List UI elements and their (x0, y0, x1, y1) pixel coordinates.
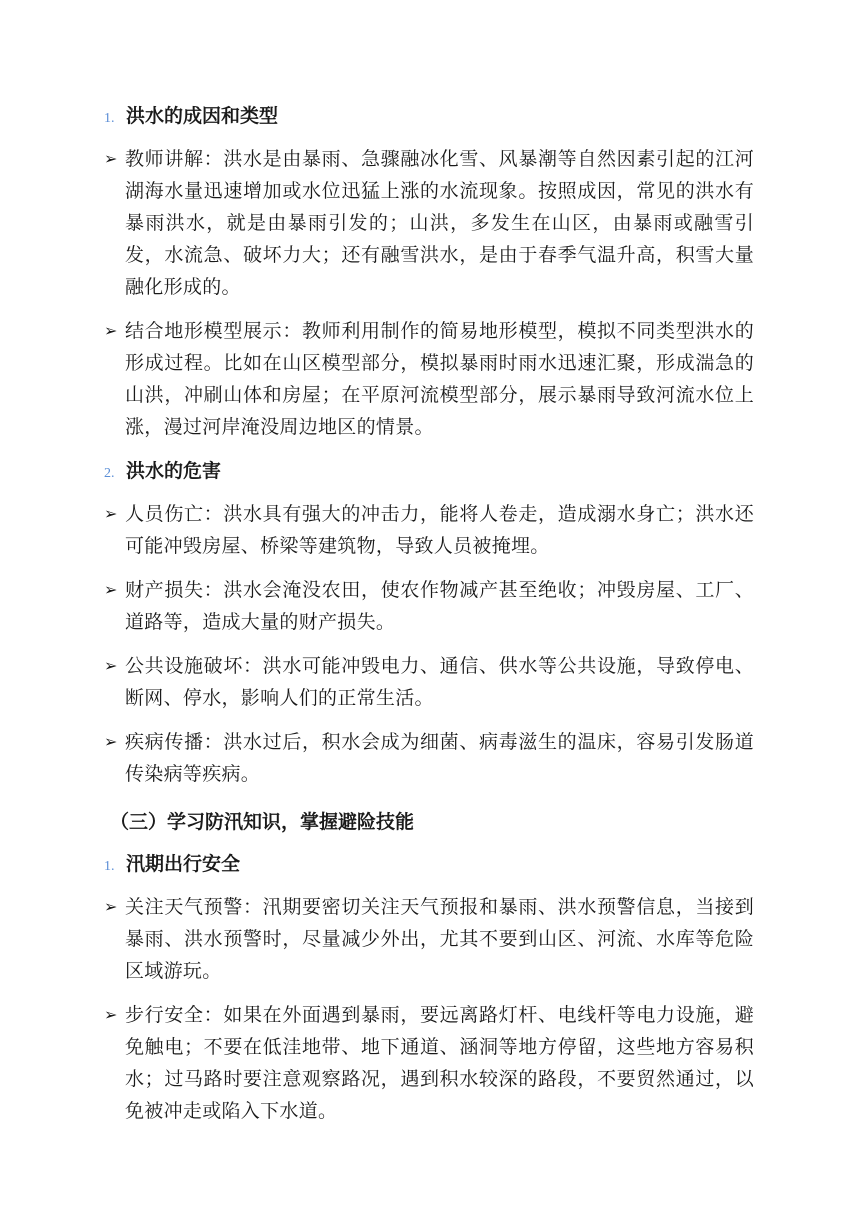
section-number: 1. (104, 859, 115, 874)
list-item-text: 疾病传播：洪水过后，积水会成为细菌、病毒滋生的温床，容易引发肠道传染病等疾病。 (125, 731, 754, 785)
section-number: 1. (104, 111, 115, 126)
arrow-bullet-icon: ➢ (104, 149, 118, 168)
chapter-heading: （三）学习防汛知识，掌握避险技能 (110, 811, 415, 833)
section-title: 洪水的危害 (126, 460, 222, 482)
arrow-bullet-icon: ➢ (104, 321, 118, 340)
list-item-text: 公共设施破坏：洪水可能冲毁电力、通信、供水等公共设施，导致停电、断网、停水，影响人们的正常生活。 (125, 655, 754, 709)
section-number: 2. (104, 466, 115, 481)
list-item-text: 结合地形模型展示：教师利用制作的简易地形模型，模拟不同类型洪水的形成过程。比如在山区模型部分，模拟暴雨时雨水迅速汇聚，形成湍急的山洪，冲刷山体和房屋；在平原河流模型部分，展示暴雨导致河流水位上涨，漫过河岸淹没周边地区的情景。 (125, 320, 754, 438)
list-item (104, 726, 754, 790)
list-item (104, 574, 754, 638)
document-content (104, 100, 754, 1139)
list-item (104, 143, 754, 303)
list-item-text: 步行安全：如果在外面遇到暴雨，要远离路灯杆、电线杆等电力设施，避免触电；不要在低洼地带、地下通道、涵洞等地方停留，这些地方容易积水；过马路时要注意观察路况，遇到积水较深的路段，不要贸然通过，以免被冲走或陷入下水道。 (125, 1004, 754, 1122)
section-title: 洪水的成因和类型 (126, 105, 279, 127)
arrow-bullet-icon: ➢ (104, 580, 118, 599)
list-item-text: 财产损失：洪水会淹没农田，使农作物减产甚至绝收；冲毁房屋、工厂、道路等，造成大量的财产损失。 (125, 579, 754, 633)
arrow-bullet-icon: ➢ (104, 656, 118, 675)
section-heading (104, 848, 754, 883)
list-item-text: 关注天气预警：汛期要密切关注天气预报和暴雨、洪水预警信息，当接到暴雨、洪水预警时，尽量减少外出，尤其不要到山区、河流、水库等危险区域游玩。 (125, 896, 754, 982)
arrow-bullet-icon: ➢ (104, 732, 118, 751)
section-heading (104, 455, 754, 490)
list-item (104, 498, 754, 562)
section-title: 汛期出行安全 (126, 853, 241, 875)
list-item (104, 891, 754, 987)
list-item-text: 人员伤亡：洪水具有强大的冲击力，能将人卷走，造成溺水身亡；洪水还可能冲毁房屋、桥梁等建筑物，导致人员被掩埋。 (125, 503, 754, 557)
arrow-bullet-icon: ➢ (104, 897, 118, 916)
section-heading (104, 100, 754, 135)
list-item (104, 315, 754, 443)
list-item (104, 650, 754, 714)
arrow-bullet-icon: ➢ (104, 1005, 118, 1024)
list-item (104, 999, 754, 1127)
arrow-bullet-icon: ➢ (104, 504, 118, 523)
list-item-text: 教师讲解：洪水是由暴雨、急骤融冰化雪、风暴潮等自然因素引起的江河湖海水量迅速增加或水位迅猛上涨的水流现象。按照成因，常见的洪水有暴雨洪水，就是由暴雨引发的；山洪，多发生在山区，由暴雨或融雪引发，水流急、破坏力大；还有融雪洪水，是由于春季气温升高，积雪大量融化形成的。 (125, 148, 754, 298)
